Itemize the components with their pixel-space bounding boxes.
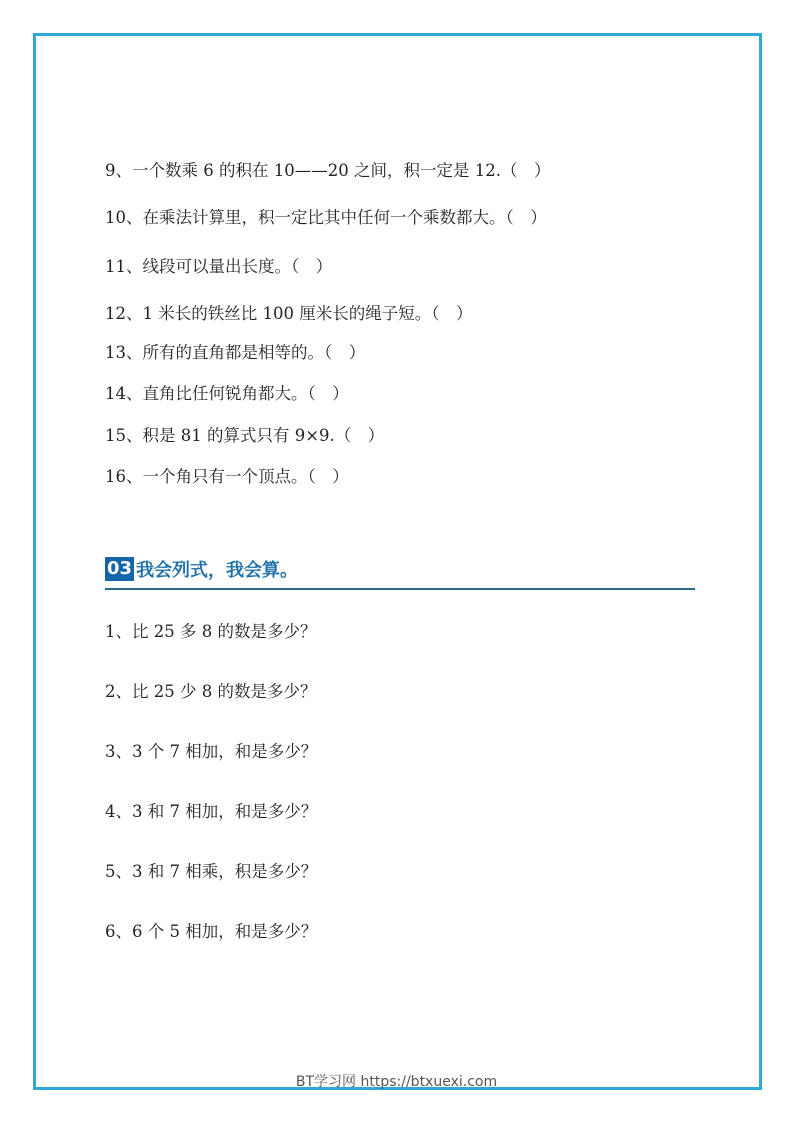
judgement-item-10: 10、在乘法计算里，积一定比其中任何一个乘数都大。（ ） [105,208,547,227]
judgement-item-12: 12、1 米长的铁丝比 100 厘米长的绳子短。（ ） [105,304,473,323]
section-divider [105,588,695,590]
question-5: 5、3 和 7 相乘，积是多少？ [105,862,318,881]
question-4: 4、3 和 7 相加，和是多少？ [105,802,318,821]
judgement-item-13: 13、所有的直角都是相等的。（ ） [105,343,366,362]
judgement-item-11: 11、线段可以量出长度。（ ） [105,257,333,276]
question-2: 2、比 25 少 8 的数是多少？ [105,682,317,701]
section-title: 我会列式，我会算。 [136,560,299,581]
judgement-item-16: 16、一个角只有一个顶点。（ ） [105,467,349,486]
judgement-item-14: 14、直角比任何锐角都大。（ ） [105,384,349,403]
question-6: 6、6 个 5 相加，和是多少？ [105,922,318,941]
question-3: 3、3 个 7 相加，和是多少？ [105,742,318,761]
section-number-badge: 03 [107,558,133,579]
question-1: 1、比 25 多 8 的数是多少？ [105,622,317,641]
section-heading [105,557,298,581]
judgement-item-15: 15、积是 81 的算式只有 9×9.（ ） [105,426,385,445]
judgement-item-9: 9、一个数乘 6 的积在 10——20 之间，积一定是 12.（ ） [105,161,551,180]
footer-watermark: BT学习网 https://btxuexi.com [295,1074,498,1090]
